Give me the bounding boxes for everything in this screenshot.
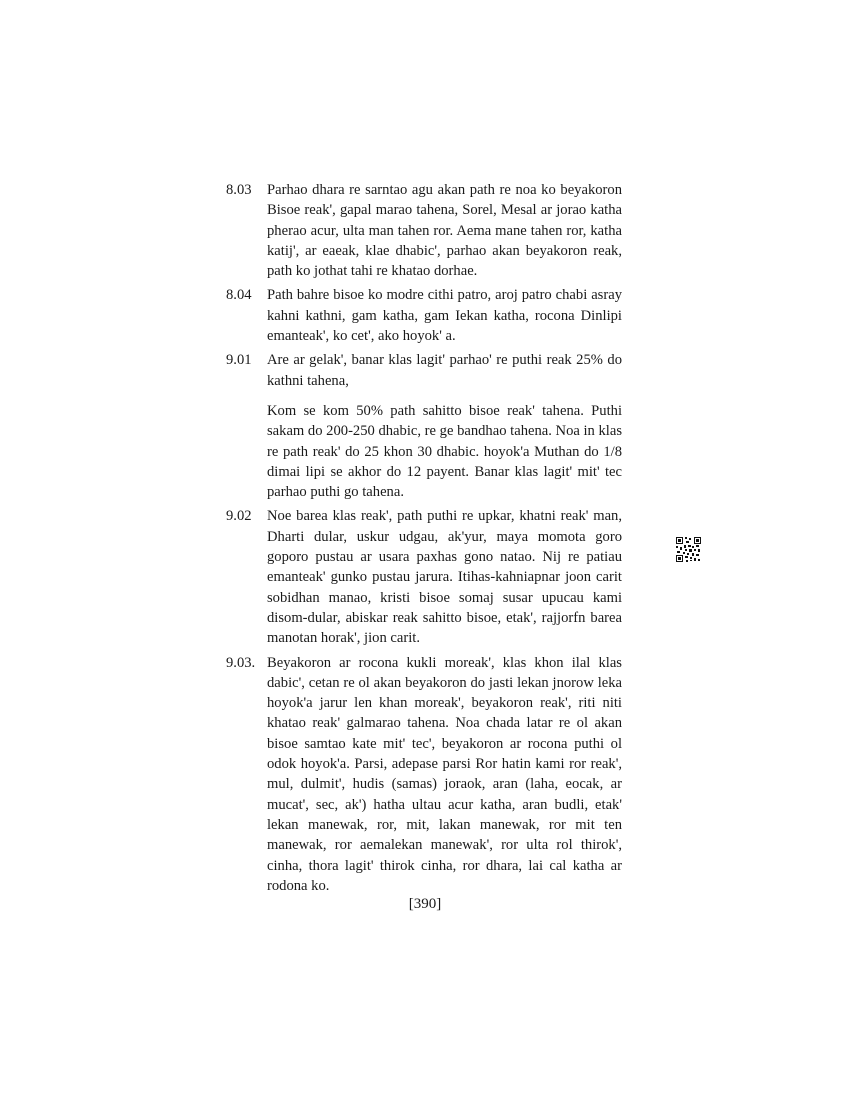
document-body <box>226 180 622 900</box>
paragraph: Noe barea klas reak', path puthi re upkar, khatni reak' man, Dharti dular, uskur udgau, ak'yur, maya momota goro goporo pustau ar usara paxhas gono natao. Nij re patiau emanteak' gunko pustau jarura. Itihas-kahniapnar joon carit sobidhan manao, kristi bisoe somaj susar upucau kami disom-dular, abiskar reak sahitto bisoe, etak', rajjorfn barea manotan horak', jion carit. <box>267 508 622 647</box>
section-text <box>267 653 622 897</box>
page-number: [390] <box>408 896 442 912</box>
section-text <box>267 350 622 502</box>
section-number: 9.01 <box>226 352 252 369</box>
section-number: 8.03 <box>226 182 252 198</box>
paragraph: Kom se kom 50% path sahitto bisoe reak' tahena. Puthi sakam do 200-250 dhabic, re ge bandhao tahena. Noa in klas re path reak' do 25 khon 30 dhabic. hoyok'a Muthan do 1/8 dimai lipi se akhor do 12 payent. Banar klas lagit' mit' tec parhao puthi go tahena. <box>267 402 623 501</box>
paragraph: Path bahre bisoe ko modre cithi patro, aroj patro chabi asray kahni kathni, gam katha, gam Iekan katha, rocona Dinlipi emanteak', ko cet', ako hoyok' a. <box>267 287 622 345</box>
paragraph: Beyakoron ar rocona kukli moreak', klas khon ilal klas dabic', cetan re ol akan beyakoron do jasti lekan jnorow leka hoyok'a jarur len khan moreak', beyakoron reak', riti niti khatao reak' galmarao tahena. Noa chada latar re ol akan bisoe samtao kate mit' tec', beyakoron ar rocona puthi ol odok hoyok'a. Parsi, adepase parsi Ror hatin kami ror reak', mul, dulmit', hudis (samas) joraok, aran (laha, eocak, ar mucat', sec, ak') hatha ultau acur katha, aran budli, etak' lekan manewak, ror, mit, lakan manewak, ror mit ten manewak, ror aemalekan manewak', ror ulta rol thirok', cinha, thora lagit' thirok cinha, ror dhara, lai cal katha ar rodona ko. <box>267 654 622 894</box>
section-text <box>267 285 622 346</box>
section-9-01 <box>226 350 622 502</box>
section-8-03 <box>226 180 622 281</box>
paragraph: Are ar gelak', banar klas lagit' parhao' re puthi reak 25% do kathni tahena, <box>267 352 622 389</box>
qr-code-icon[interactable] <box>676 537 701 562</box>
section-text <box>267 180 622 281</box>
section-8-04 <box>226 285 622 346</box>
section-text <box>267 506 622 648</box>
section-number: 8.04 <box>226 287 252 304</box>
section-number: 9.02 <box>226 508 252 525</box>
paragraph: Parhao dhara re sarntao agu akan path re noa ko beyakoron Bisoe reak', gapal marao tahena, Sorel, Mesal ar jorao katha pherao acur, ulta man tahen ror. Aema mane tahen ror, katha katij', ar eaeak, klae dhabic', parhao akan beyakoron reak, path ko jothat tahi re khatao dorhae. <box>267 182 622 280</box>
section-number: 9.03. <box>226 654 256 671</box>
section-9-02 <box>226 506 622 648</box>
section-9-03 <box>226 653 622 897</box>
